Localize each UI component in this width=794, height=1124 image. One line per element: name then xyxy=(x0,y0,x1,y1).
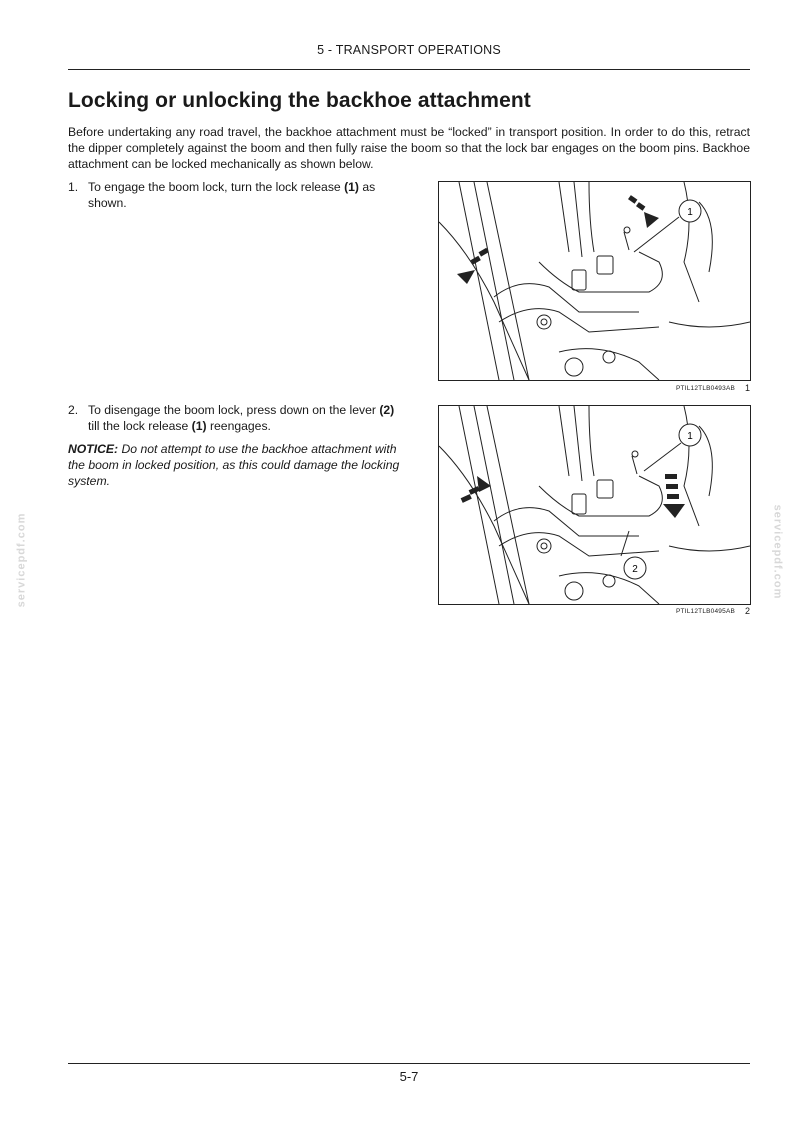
boom-lock-illustration xyxy=(439,182,750,380)
step-number: 1. xyxy=(68,180,79,194)
notice-label: NOTICE: xyxy=(68,442,119,456)
step-text: To engage the boom lock, turn the lock release (1) as shown. xyxy=(88,180,376,211)
header-rule xyxy=(68,69,750,70)
notice-paragraph xyxy=(68,441,408,490)
watermark-left: servicepdf.com xyxy=(15,512,28,608)
reference-2: (2) xyxy=(379,403,395,417)
callout-1 xyxy=(679,200,701,222)
callout-1 xyxy=(679,424,701,446)
step-text: To disengage the boom lock, press down on the lever (2) till the lock release (1) reengages. xyxy=(88,403,395,434)
rotation-arrows xyxy=(457,195,659,284)
step-number: 2. xyxy=(68,403,79,417)
intro-paragraph: Before undertaking any road travel, the backhoe attachment must be “locked” in transport position. In order to do this, retract the dipper completely against the boom and then fully raise the boom so that the lock bar engages on the boom pins. Backhoe attachment can be locked mechanically as shown below. xyxy=(68,125,750,172)
figure-1-number: 1 xyxy=(745,383,751,393)
figure-1-caption: PTIL12TLB0493AB xyxy=(676,385,736,392)
callout-2 xyxy=(624,557,646,579)
figure-boom-lock-disengage xyxy=(438,405,751,605)
footer-rule xyxy=(68,1063,750,1064)
running-header: 5 - TRANSPORT OPERATIONS xyxy=(317,43,501,57)
release-arrows xyxy=(461,474,685,518)
page-number: 5-7 xyxy=(399,1069,419,1084)
step-1 xyxy=(68,179,408,211)
reference-1: (1) xyxy=(344,180,359,194)
boom-lock-illustration xyxy=(439,406,750,604)
figure-boom-lock-engage xyxy=(438,181,751,381)
notice-text: Do not attempt to use the backhoe attachment with the boom in locked position, as this could damage the locking system. xyxy=(68,442,400,489)
step-2 xyxy=(68,402,408,434)
reference-1: (1) xyxy=(191,419,207,434)
svg-text:2: 2 xyxy=(632,564,638,575)
svg-text:1: 1 xyxy=(687,207,693,218)
figure-2-number: 2 xyxy=(745,606,751,616)
watermark-right: servicepdf.com xyxy=(771,504,784,600)
svg-text:1: 1 xyxy=(687,431,693,442)
page-title: Locking or unlocking the backhoe attachment xyxy=(68,89,531,112)
figure-2-caption: PTIL12TLB0495AB xyxy=(676,608,736,615)
